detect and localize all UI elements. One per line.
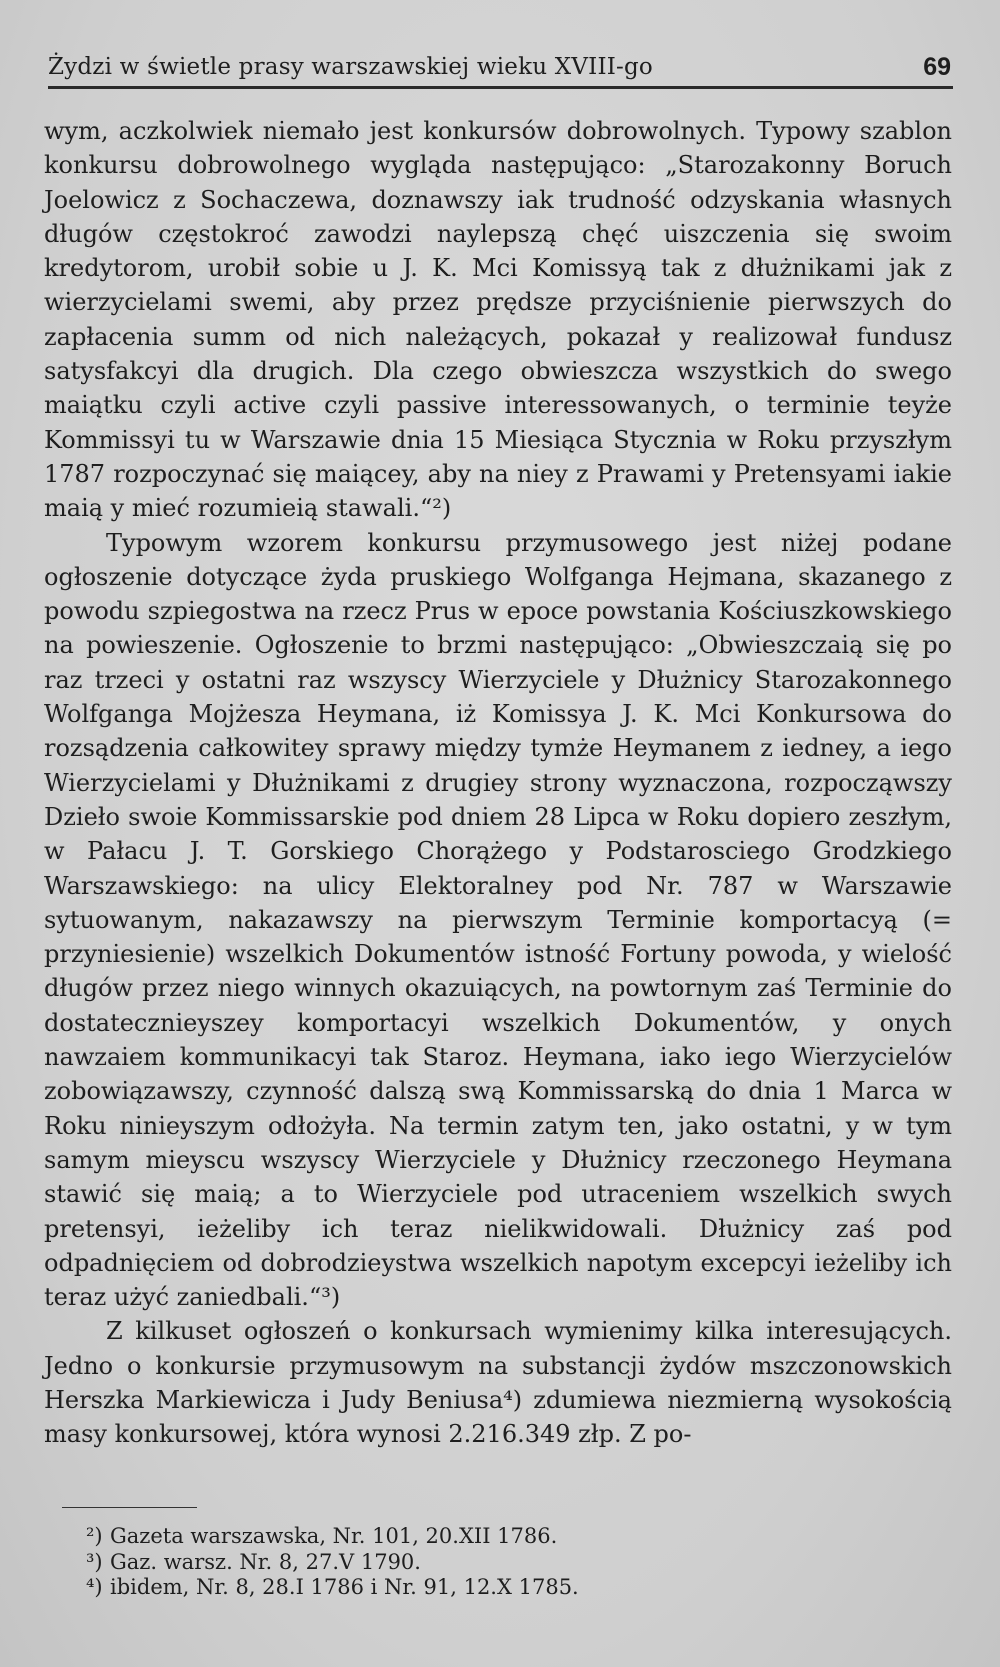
paragraph-2: Typowym wzorem konkursu przymusowego jest niżej podane ogłoszenie dotyczące żyda pruskiego Wolfganga Hejmana, skazanego z powodu szpiegostwa na rzecz Prus w epoce powstania Kościuszkowskiego na powieszenie. Ogłoszenie to brzmi następująco: „Obwieszczaią się po raz trzeci y ostatni raz wszyscy Wierzyciele y Dłużnicy Starozakonnego Wolfganga Mojżesza Heymana, iż Komissya J. K. Mci Konkursowa do rozsądzenia całkowitey sprawy między tymże Heymanem z iedney, a iego Wierzycielami y Dłużnikami z drugiey strony wyznaczona, rozpocząwszy Dzieło swoie Kommissarskie pod dniem 28 Lipca w Roku dopiero zeszłym, w Pałacu J. T. Gorskiego Chorążego y Podstarosciego Grodzkiego Warszawskiego: na ulicy Elektoralney pod Nr. 787 w Warszawie sytuowanym, nakazawszy na pierwszym Terminie komportacyą (= przyniesienie) wszelkich Dokumentów istność Fortuny powoda, y wielość długów przez niego winnych okazuiących, na powtornym zaś Terminie do dostatecznieyszey komportacyi wszelkich Dokumentów, y onych nawzaiem kommunikacyi tak Staroz. Heymana, iako iego Wierzycielów zobowiązawszy, czynność dalszą swą Kommissarską do dnia 1 Marca w Roku ninieyszym odłożyła. Na termin zatym ten, jako ostatni, y w tym samym mieyscu wszyscy Wierzyciele y Dłużnicy rzeczonego Heymana stawić się maią; a to Wierzyciele pod utraceniem wszelkich swych pretensyi, ieżeliby ich teraz nielikwidowali. Dłużnicy zaś pod odpadnięciem od dobrodzieystwa wszelkich napotym excepcyi ieżeliby ich teraz użyć zaniedbali.“³) bbox=[44, 528, 952, 1312]
page-header bbox=[48, 46, 953, 89]
footnote-4 bbox=[86, 1575, 786, 1601]
footnote-3 bbox=[86, 1550, 786, 1576]
body-text bbox=[44, 114, 952, 1452]
footnote-text: Gaz. warsz. Nr. 8, 27.V 1790. bbox=[110, 1549, 421, 1574]
page-number: 69 bbox=[923, 53, 951, 81]
footnote-text: Gazeta warszawska, Nr. 101, 20.XII 1786. bbox=[110, 1524, 558, 1548]
footnote-mark: ³) bbox=[86, 1549, 103, 1574]
footnote-2 bbox=[86, 1524, 786, 1550]
footnotes bbox=[86, 1524, 786, 1601]
running-title: Żydzi w świetle prasy warszawskiej wieku XVIII-go bbox=[48, 54, 653, 80]
footnote-separator bbox=[62, 1507, 197, 1508]
footnote-text: ibidem, Nr. 8, 28.I 1786 i Nr. 91, 12.X 1785. bbox=[110, 1575, 579, 1599]
footnote-mark: ⁴) bbox=[86, 1575, 103, 1599]
paragraph-3: Z kilkuset ogłoszeń o konkursach wymienimy kilka interesujących. Jedno o konkursie przymusowym na substancji żydów mszczonowskich Herszka Markiewicza i Judy Beniusa⁴) zdumiewa niezmierną wysokością masy konkursowej, która wynosi 2.216.349 złp. Z po- bbox=[44, 1317, 952, 1449]
footnote-mark: ²) bbox=[86, 1524, 103, 1548]
paragraph-1: wym, aczkolwiek niemało jest konkursów dobrowolnych. Typowy szablon konkursu dobrowolnego wygląda następująco: „Starozakonny Boruch Joelowicz z Sochaczewa, doznawszy iak trudność odzyskania własnych długów częstokroć zawodzi naylepszą chęć uiszczenia się swoim kredytorom, urobił sobie u J. K. Mci Komissyą tak z dłużnikami jak z wierzycielami swemi, aby przez prędsze przyciśnienie pierwszych do zapłacenia summ od nich należących, pokazał y realizował fundusz satysfakcyi dla drugich. Dla czego obwieszcza wszystkich do swego maiątku czyli active czyli passive interessowanych, o terminie teyże Kommissyi tu w Warszawie dnia 15 Miesiąca Stycznia w Roku przyszłym 1787 rozpoczynać się maiącey, aby na niey z Prawami y Pretensyami iakie maią y mieć rozumieią stawali.“²) bbox=[44, 117, 952, 523]
